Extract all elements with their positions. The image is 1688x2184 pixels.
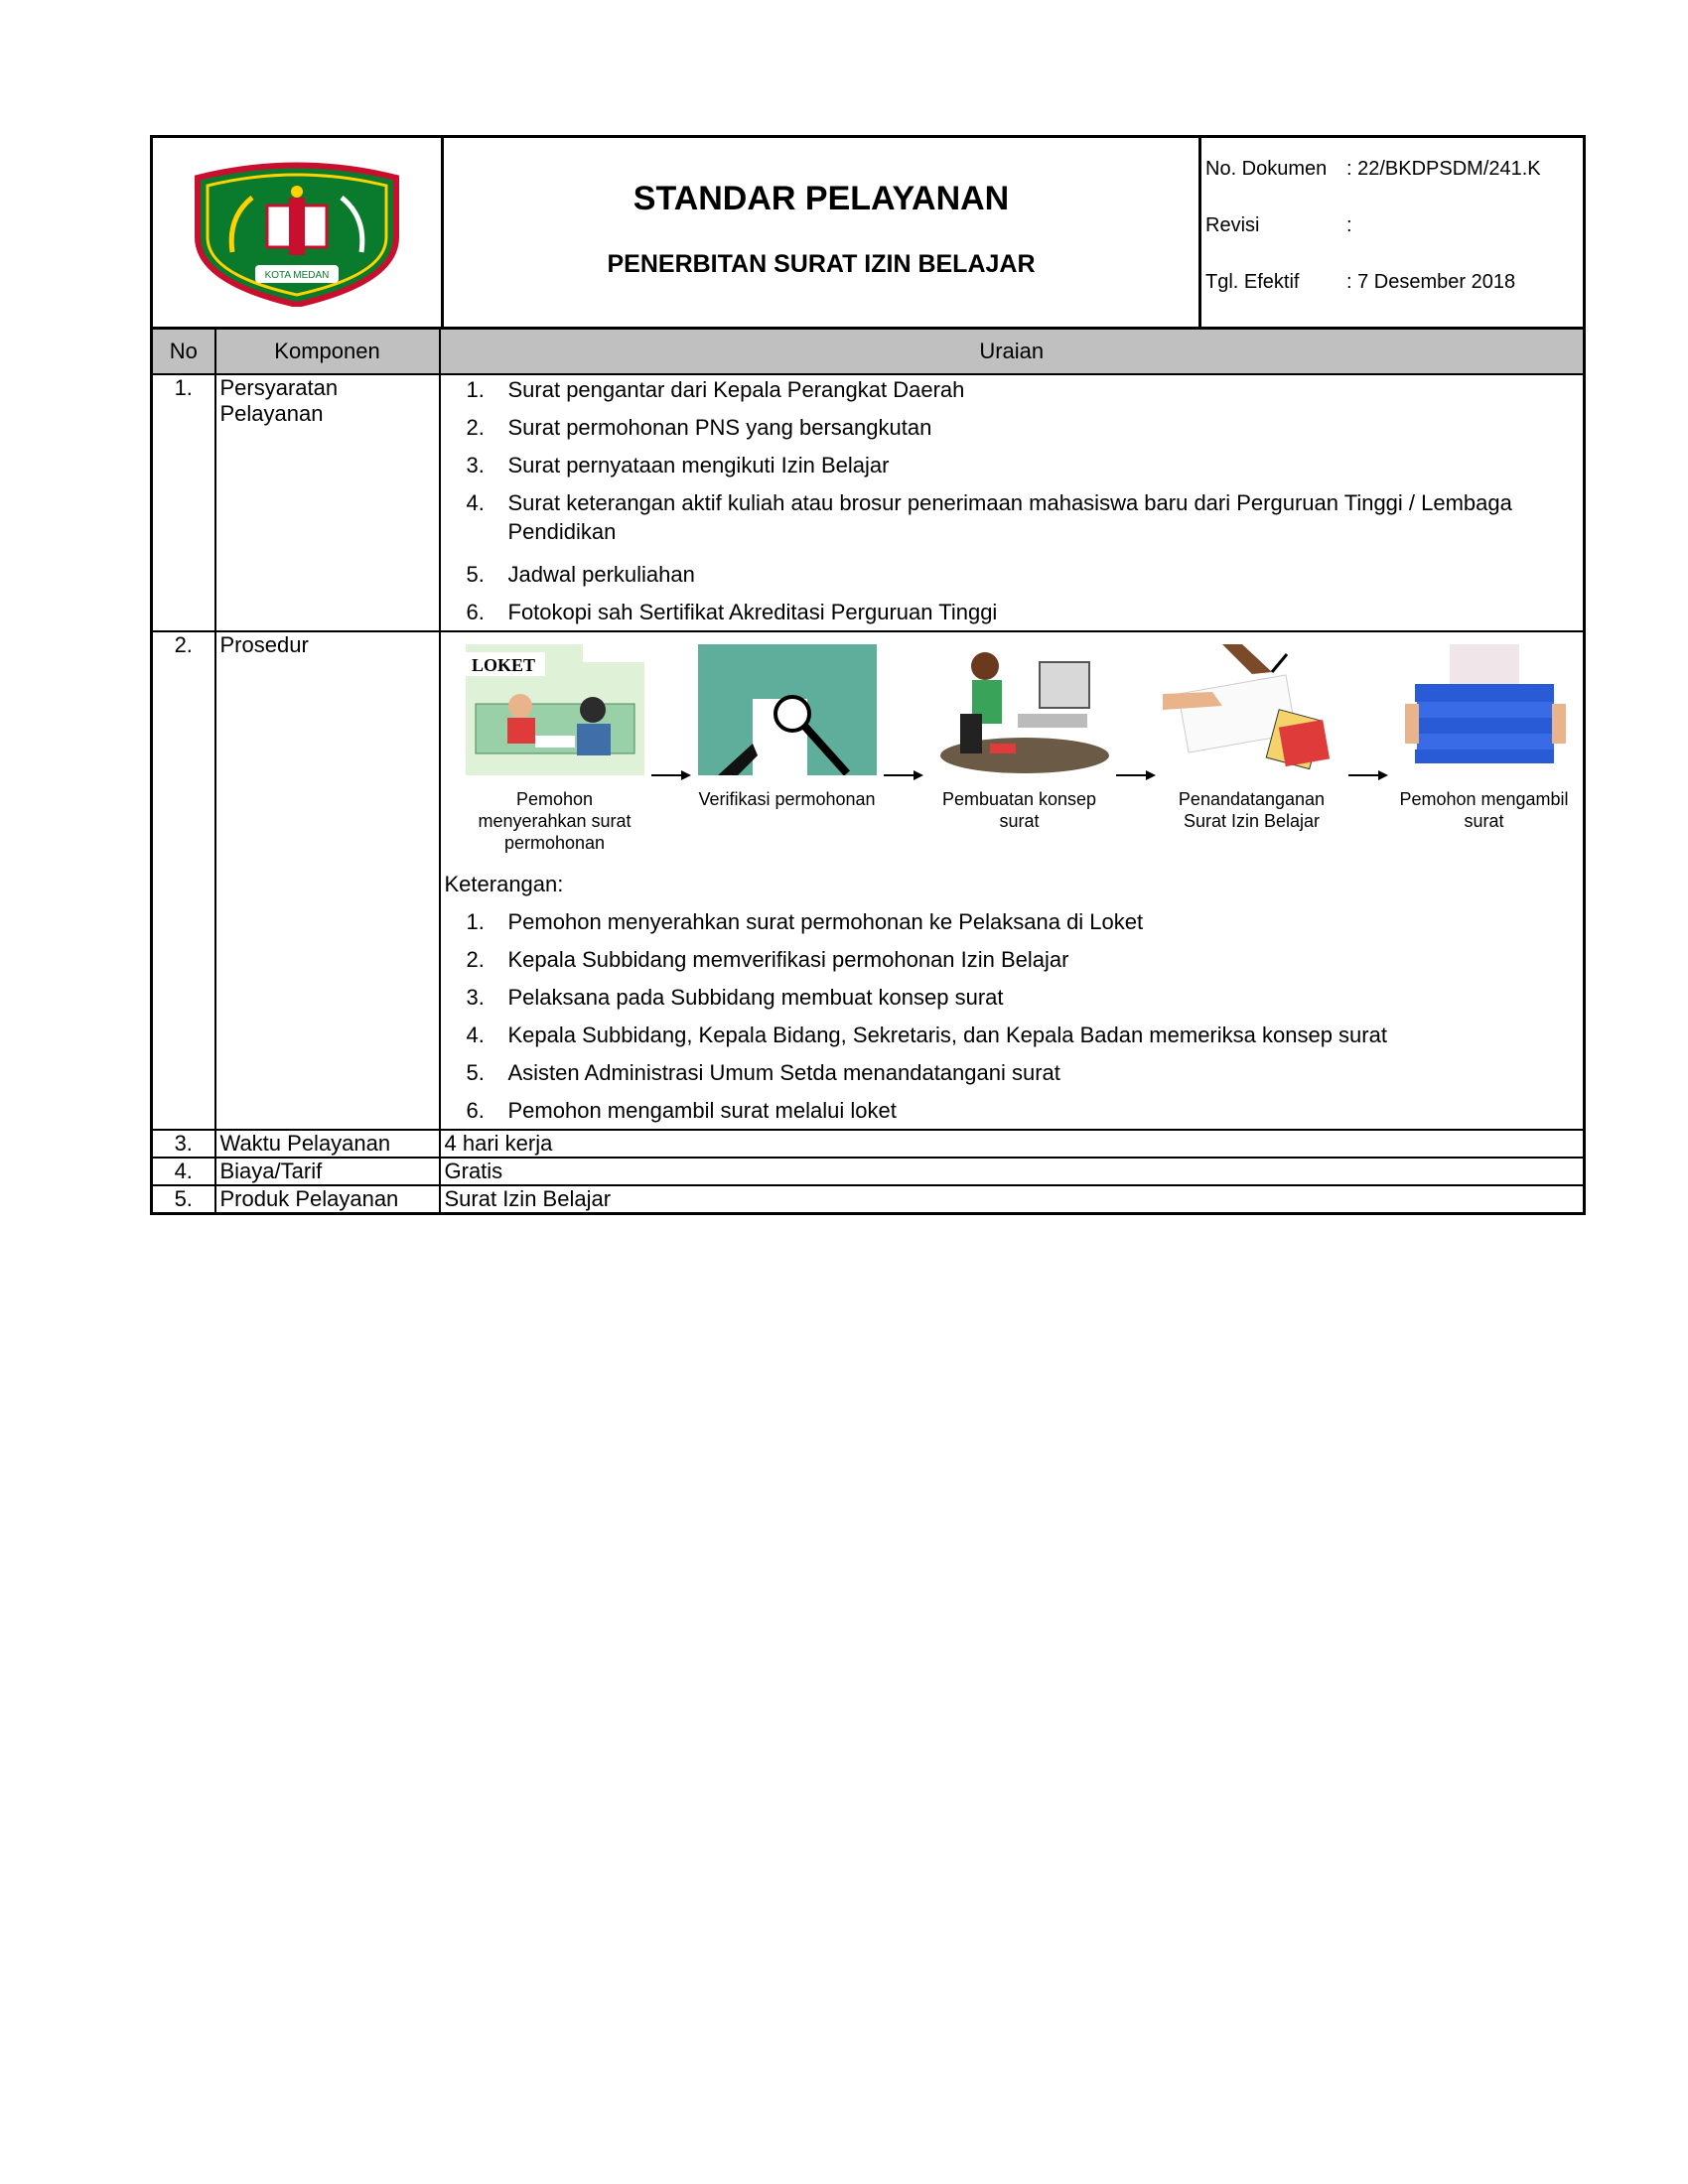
table-row bbox=[152, 631, 1585, 1130]
header-no: No bbox=[152, 329, 215, 375]
list-item bbox=[445, 1096, 1580, 1125]
row-uraian: Gratis bbox=[440, 1158, 1585, 1185]
table-header-row bbox=[152, 329, 1585, 375]
item-number: 5. bbox=[466, 562, 485, 587]
document-subtitle: PENERBITAN SURAT IZIN BELAJAR bbox=[607, 250, 1036, 278]
list-item bbox=[445, 598, 1580, 626]
flow-step bbox=[1390, 644, 1579, 832]
keterangan-label: Keterangan: bbox=[444, 872, 564, 896]
requirements-cell bbox=[440, 374, 1585, 631]
item-text: Kepala Subbidang, Kepala Bidang, Sekretaris, dan Kepala Badan memeriksa konsep surat bbox=[507, 1023, 1387, 1047]
table-row bbox=[152, 374, 1585, 631]
doc-number-row bbox=[1205, 158, 1583, 214]
item-text: Surat keterangan aktif kuliah atau brosur penerimaan mahasiswa baru dari Perguruan Tinggi / Lembaga Pendidikan bbox=[507, 490, 1512, 544]
item-number: 5. bbox=[466, 1060, 485, 1085]
list-item bbox=[445, 488, 1580, 546]
item-number: 1. bbox=[466, 377, 485, 402]
item-text: Surat pernyataan mengikuti Izin Belajar bbox=[507, 453, 890, 478]
row-no: 1. bbox=[152, 374, 215, 631]
flow-arrow-icon bbox=[649, 644, 693, 787]
logo-cell bbox=[153, 138, 444, 327]
loket-sign: LOKET bbox=[471, 655, 535, 675]
row-no: 4. bbox=[152, 1158, 215, 1185]
signing-illustration-icon bbox=[1163, 644, 1341, 775]
procedure-notes-list bbox=[445, 907, 1580, 1125]
row-uraian: 4 hari kerja bbox=[440, 1130, 1585, 1158]
list-item bbox=[445, 983, 1580, 1012]
header-uraian: Uraian bbox=[440, 329, 1585, 375]
flow-step bbox=[693, 644, 882, 810]
procedure-flow bbox=[445, 632, 1580, 868]
title-cell bbox=[444, 138, 1201, 327]
doc-number-label: No. Dokumen bbox=[1205, 158, 1328, 180]
row-no: 3. bbox=[152, 1130, 215, 1158]
item-number: 3. bbox=[466, 985, 485, 1010]
table-row bbox=[152, 1158, 1585, 1185]
revision-row bbox=[1205, 214, 1583, 271]
magnifier-illustration-icon bbox=[698, 644, 877, 775]
effective-date-value: : 7 Desember 2018 bbox=[1346, 271, 1516, 293]
item-number: 4. bbox=[466, 1023, 485, 1047]
list-item bbox=[445, 945, 1580, 974]
flow-arrow-icon bbox=[882, 644, 925, 787]
row-no: 5. bbox=[152, 1185, 215, 1214]
effective-date-label: Tgl. Efektif bbox=[1205, 271, 1300, 293]
item-number: 3. bbox=[466, 453, 485, 478]
list-item bbox=[445, 1021, 1580, 1049]
document-info bbox=[1201, 138, 1583, 327]
item-number: 2. bbox=[466, 947, 485, 972]
row-komponen: Waktu Pelayanan bbox=[215, 1130, 440, 1158]
flow-step bbox=[925, 644, 1114, 832]
list-item bbox=[445, 413, 1580, 442]
flow-caption: Verifikasi permohonan bbox=[698, 789, 876, 809]
revision-label: Revisi bbox=[1205, 214, 1260, 236]
item-text: Pelaksana pada Subbidang membuat konsep surat bbox=[507, 985, 1004, 1010]
flow-step bbox=[461, 644, 649, 854]
list-item bbox=[445, 375, 1580, 404]
revision-value: : bbox=[1346, 214, 1352, 236]
flow-caption: Pemohon menyerahkan surat permohonan bbox=[478, 789, 632, 853]
row-komponen: Produk Pelayanan bbox=[215, 1185, 440, 1214]
flow-caption: Pembuatan konsep surat bbox=[941, 789, 1097, 831]
flow-arrow-icon bbox=[1346, 644, 1390, 787]
kota-medan-logo bbox=[178, 158, 416, 307]
item-text: Fotokopi sah Sertifikat Akreditasi Perguruan Tinggi bbox=[507, 600, 998, 624]
item-text: Asisten Administrasi Umum Setda menandatangani surat bbox=[507, 1060, 1060, 1085]
item-text: Surat permohonan PNS yang bersangkutan bbox=[507, 415, 932, 440]
effective-date-row bbox=[1205, 271, 1583, 328]
svg-text:KOTA MEDAN: KOTA MEDAN bbox=[264, 270, 330, 281]
row-komponen: Persyaratan Pelayanan bbox=[215, 374, 440, 631]
item-number: 2. bbox=[466, 415, 485, 440]
row-no: 2. bbox=[152, 631, 215, 1130]
item-number: 4. bbox=[466, 490, 485, 515]
service-standard-table bbox=[150, 327, 1586, 1215]
item-text: Pemohon menyerahkan surat permohonan ke Pelaksana di Loket bbox=[507, 909, 1144, 934]
item-text: Kepala Subbidang memverifikasi permohonan Izin Belajar bbox=[507, 947, 1069, 972]
list-item bbox=[445, 560, 1580, 589]
row-komponen: Biaya/Tarif bbox=[215, 1158, 440, 1185]
item-text: Jadwal perkuliahan bbox=[507, 562, 695, 587]
flow-step bbox=[1158, 644, 1346, 832]
computer-worker-illustration-icon bbox=[930, 644, 1109, 775]
row-komponen: Prosedur bbox=[215, 631, 440, 1130]
list-item bbox=[445, 907, 1580, 936]
document-header bbox=[150, 135, 1586, 330]
document-sheet bbox=[150, 135, 1586, 1215]
row-uraian: Surat Izin Belajar bbox=[440, 1185, 1585, 1214]
requirements-list bbox=[445, 375, 1580, 626]
table-row bbox=[152, 1185, 1585, 1214]
document-title: STANDAR PELAYANAN bbox=[633, 180, 1010, 217]
flow-caption: Pemohon mengambil surat bbox=[1399, 789, 1569, 831]
flow-arrow-icon bbox=[1114, 644, 1158, 787]
list-item bbox=[445, 451, 1580, 479]
list-item bbox=[445, 1058, 1580, 1087]
table-row bbox=[152, 1130, 1585, 1158]
counter-illustration-icon bbox=[466, 644, 644, 775]
item-number: 6. bbox=[466, 600, 485, 624]
item-number: 6. bbox=[466, 1098, 485, 1123]
doc-number-value: : 22/BKDPSDM/241.K bbox=[1346, 158, 1541, 180]
item-text: Surat pengantar dari Kepala Perangkat Daerah bbox=[507, 377, 965, 402]
procedure-cell bbox=[440, 631, 1585, 1130]
folders-illustration-icon bbox=[1395, 644, 1574, 775]
flow-caption: Penandatanganan Surat Izin Belajar bbox=[1178, 789, 1326, 831]
item-number: 1. bbox=[466, 909, 485, 934]
header-komponen: Komponen bbox=[215, 329, 440, 375]
item-text: Pemohon mengambil surat melalui loket bbox=[507, 1098, 897, 1123]
